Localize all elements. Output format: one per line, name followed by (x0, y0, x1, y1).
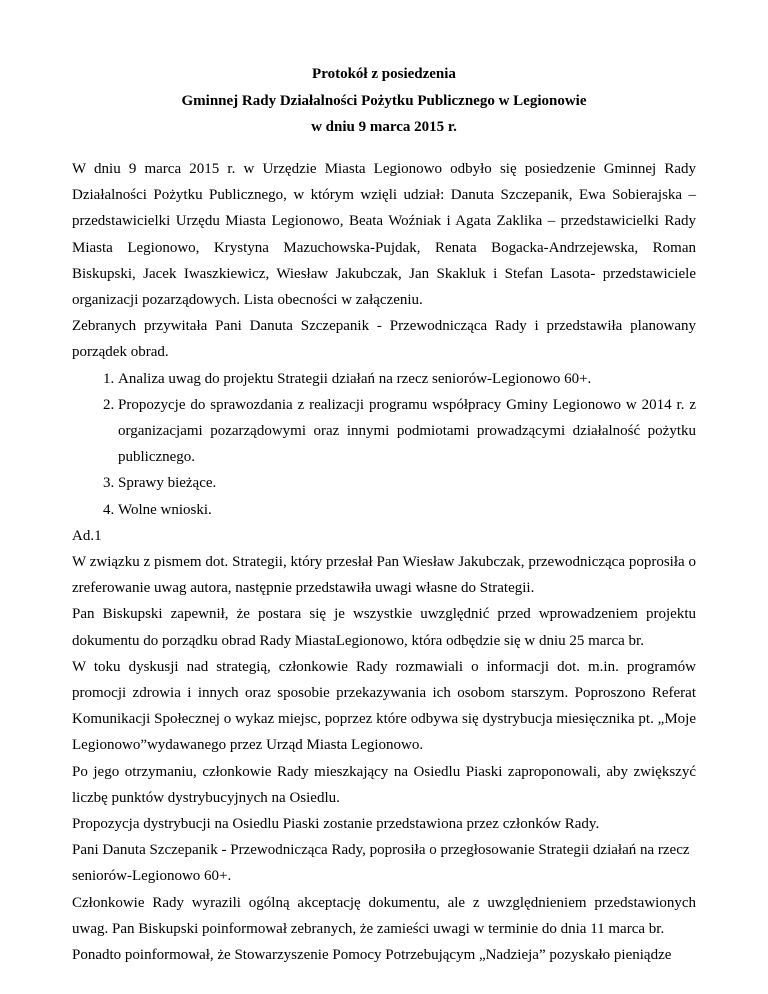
paragraph: W związku z pismem dot. Strategii, który przesłał Pan Wiesław Jakubczak, przewodnicząca poprosiła o zreferowanie uwag autora, następnie przedstawiła uwagi własne do Strategii. (72, 554, 696, 597)
paragraph: Propozycja dystrybucji na Osiedlu Piaski zostanie przedstawiona przez członków Rady. (72, 816, 600, 833)
section-heading-ad1: Ad.1 (72, 527, 102, 544)
document-body (72, 156, 696, 968)
paragraph: Pani Danuta Szczepanik - Przewodnicząca Rady, poprosiła o przegłosowanie Strategii działań na rzecz seniorów-Legionowo 60+. (72, 842, 690, 885)
agenda-item: 1. Analiza uwag do projektu Strategii działań na rzecz seniorów-Legionowo 60+. (118, 366, 696, 392)
agenda-item: 4. Wolne wnioski. (118, 497, 696, 523)
paragraph: Ponadto poinformował, że Stowarzyszenie Pomocy Potrzebującym „Nadzieja” pozyskało pieniądze (72, 947, 672, 964)
intro-paragraph: W dniu 9 marca 2015 r. w Urzędzie Miasta Legionowo odbyło się posiedzenie Gminnej Rady Działalności Pożytku Publicznego, w którym wzięli udział: Danuta Szczepanik, Ewa Sobierajska – przedstawicielki Urzędu Miasta Legionowo, Beata Woźniak i Agata Zaklika – przedstawicielki Rady Miasta Legionowo, Krystyna Mazuchowska-Pujdak, Renata Bogacka-Andrzejewska, Roman Biskupski, Jacek Iwaszkiewicz, Wiesław Jakubczak, Jan Skakluk i Stefan Lasota- przedstawiciele organizacji pozarządowych. Lista obecności w załączeniu. (72, 161, 696, 309)
document-title-line-3: w dniu 9 marca 2015 r. (311, 119, 457, 135)
paragraph: Pan Biskupski zapewnił, że postara się je wszystkie uwzględnić przed wprowadzeniem projektu dokumentu do porządku obrad Rady MiastaLegionowo, która odbędzie się w dniu 25 marca br. (72, 606, 696, 649)
welcome-paragraph: Zebranych przywitała Pani Danuta Szczepanik - Przewodnicząca Rady i przedstawiła planowany porządek obrad. (72, 318, 696, 361)
paragraph: Po jego otrzymaniu, członkowie Rady mieszkający na Osiedlu Piaski zaproponowali, aby zwiększyć liczbę punktów dystrybucyjnych na Osiedlu. (72, 763, 696, 806)
paragraph: W toku dyskusji nad strategią, członkowie Rady rozmawiali o informacji dot. m.in. programów promocji zdrowia i innych oraz sposobie przekazywania ich osobom starszym. Poproszono Referat Komunikacji Społecznej o wykaz miejsc, poprzez które odbywa się dystrybucja miesięcznika pt. „Moje Legionowo”wydawanego przez Urząd Miasta Legionowo. (72, 658, 696, 754)
document-title-line-2: Gminnej Rady Działalności Pożytku Publicznego w Legionowie (181, 93, 587, 109)
paragraph: Członkowie Rady wyrazili ogólną akceptację dokumentu, ale z uwzględnieniem przedstawionych uwag. Pan Biskupski poinformował zebranych, że zamieści uwagi w terminie do dnia 11 marca br. (72, 894, 696, 937)
document-title-line-1: Protokół z posiedzenia (312, 66, 456, 82)
agenda-item: 2. Propozycje do sprawozdania z realizacji programu współpracy Gminy Legionowo w 2014 r. z organizacjami pozarządowymi oraz innymi podmiotami prowadzącymi działalność pożytku publicznego. (118, 392, 696, 471)
agenda-list (72, 366, 696, 523)
agenda-item: 3. Sprawy bieżące. (118, 470, 696, 496)
